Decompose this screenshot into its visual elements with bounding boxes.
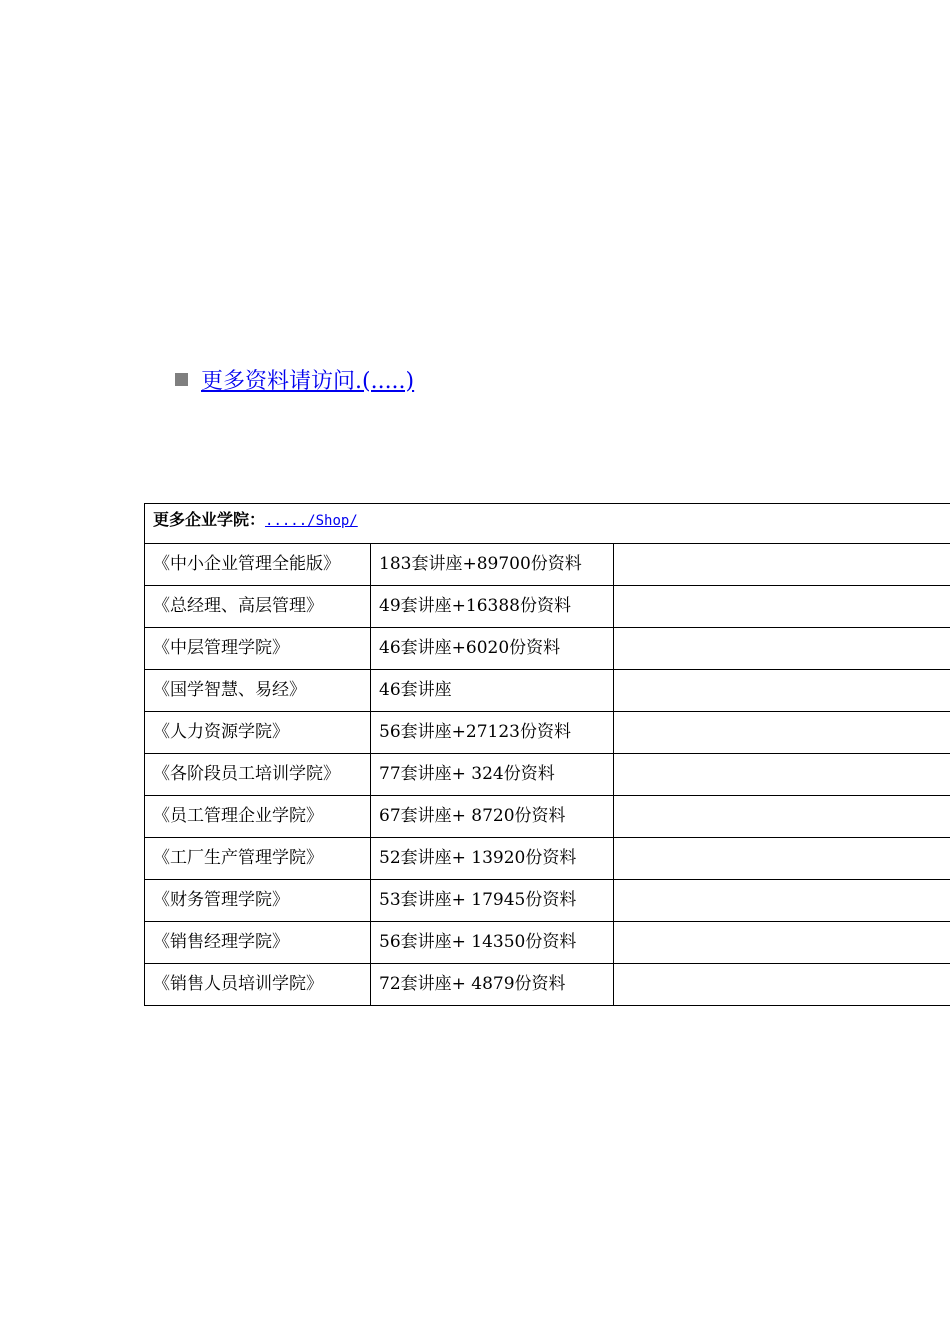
table-row	[145, 712, 950, 754]
resource-bullet-line	[175, 364, 414, 394]
course-detail-cell: 52套讲座+ 13920份资料	[371, 838, 614, 880]
table-row	[145, 880, 950, 922]
course-detail-cell: 46套讲座	[371, 670, 614, 712]
more-resources-link[interactable]: 更多资料请访问.(.....)	[201, 368, 415, 394]
course-table	[144, 503, 950, 1006]
course-detail-cell: 183套讲座+89700份资料	[371, 544, 614, 586]
course-name-cell: 《员工管理企业学院》	[145, 796, 371, 838]
course-note-cell	[614, 922, 950, 964]
more-academies-label: 更多企业学院：	[153, 510, 266, 529]
course-note-cell	[614, 964, 950, 1006]
course-note-cell	[614, 880, 950, 922]
course-name-cell: 《中层管理学院》	[145, 628, 371, 670]
table-header-cell	[145, 504, 950, 544]
course-detail-cell: 49套讲座+16388份资料	[371, 586, 614, 628]
course-name-cell: 《人力资源学院》	[145, 712, 371, 754]
course-note-cell	[614, 670, 950, 712]
course-note-cell	[614, 712, 950, 754]
shop-link[interactable]: ...../Shop/	[265, 513, 358, 529]
course-name-cell: 《总经理、高层管理》	[145, 586, 371, 628]
course-name-cell: 《中小企业管理全能版》	[145, 544, 371, 586]
table-row	[145, 586, 950, 628]
square-bullet-icon	[175, 373, 188, 386]
course-note-cell	[614, 628, 950, 670]
course-detail-cell: 72套讲座+ 4879份资料	[371, 964, 614, 1006]
table-row	[145, 754, 950, 796]
course-name-cell: 《各阶段员工培训学院》	[145, 754, 371, 796]
course-detail-cell: 56套讲座+ 14350份资料	[371, 922, 614, 964]
table-row	[145, 544, 950, 586]
table-row	[145, 964, 950, 1006]
course-name-cell: 《财务管理学院》	[145, 880, 371, 922]
course-detail-cell: 56套讲座+27123份资料	[371, 712, 614, 754]
table-row	[145, 838, 950, 880]
course-detail-cell: 46套讲座+6020份资料	[371, 628, 614, 670]
course-name-cell: 《销售人员培训学院》	[145, 964, 371, 1006]
course-note-cell	[614, 544, 950, 586]
course-note-cell	[614, 796, 950, 838]
course-name-cell: 《国学智慧、易经》	[145, 670, 371, 712]
table-row	[145, 670, 950, 712]
course-name-cell: 《销售经理学院》	[145, 922, 371, 964]
course-note-cell	[614, 586, 950, 628]
table-row	[145, 796, 950, 838]
course-note-cell	[614, 838, 950, 880]
course-detail-cell: 53套讲座+ 17945份资料	[371, 880, 614, 922]
course-name-cell: 《工厂生产管理学院》	[145, 838, 371, 880]
course-detail-cell: 67套讲座+ 8720份资料	[371, 796, 614, 838]
table-row	[145, 628, 950, 670]
course-table-body	[145, 504, 950, 1006]
table-header-row	[145, 504, 950, 544]
course-note-cell	[614, 754, 950, 796]
course-detail-cell: 77套讲座+ 324份资料	[371, 754, 614, 796]
table-row	[145, 922, 950, 964]
